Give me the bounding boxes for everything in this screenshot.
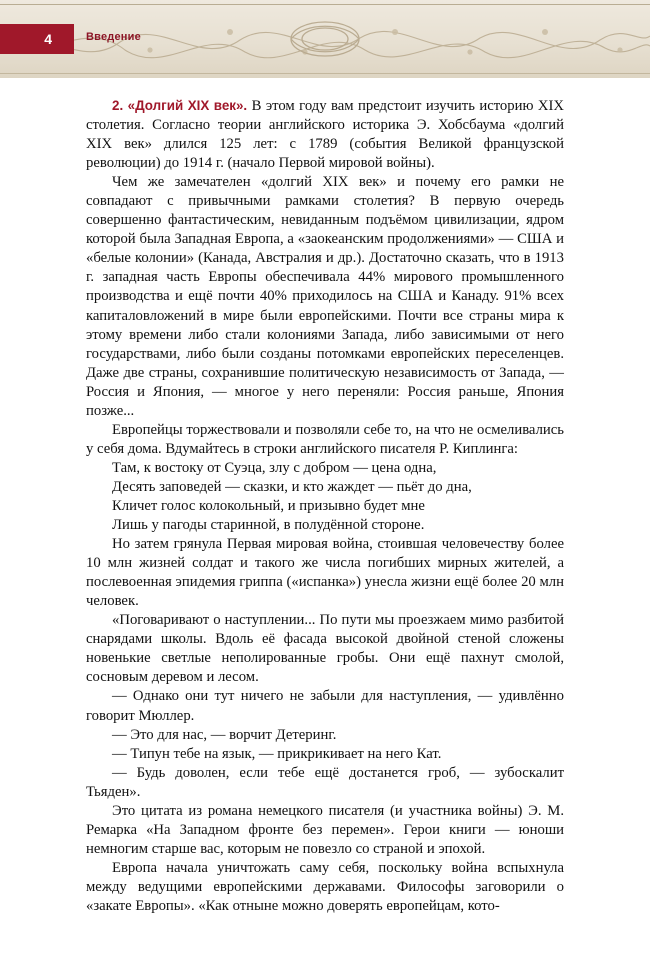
page-number: 4 <box>44 31 52 47</box>
paragraph: — Это для нас, — ворчит Детеринг. <box>112 726 337 743</box>
running-head: Введение <box>86 31 141 43</box>
paragraph: «Поговаривают о наступлении... По пути мы проезжаем мимо разбитой снарядами школы. Вдоль её фасада высокой двойной стеной сложены новенькие светлые неполированные гробы. Они ещё пахнут смолой, сосновым деревом и лесом. <box>86 612 564 686</box>
paragraph: — Будь доволен, если тебе ещё достанется гроб, — зубоскалит Тьяден». <box>86 764 564 800</box>
verse-line: Десять заповедей — сказки, и кто жаждет — пьёт до дна, <box>112 478 472 495</box>
paragraph: Но затем грянула Первая мировая война, стоившая человечеству более 10 млн жизней солдат и такого же числа погибших мирных жителей, а послевоенная эпидемия гриппа («испанка») унесла жизни ещё более 20 млн человек. <box>86 536 564 610</box>
paragraph: — Однако они тут ничего не забыли для наступления, — удивлённо говорит Мюллер. <box>86 688 564 724</box>
paragraph-text: В этом году вам предстоит изучить историю XIX столетия. Согласно теории английского историка Э. Хобсбаума «долгий XIX век» длился 125 лет: с 1789 (события Великой французской революции) до 1914 г. (начало Первой мировой войны). <box>86 98 565 172</box>
header-rule-bottom <box>0 73 650 74</box>
page-number-tab <box>0 24 74 54</box>
paragraph: Европейцы торжествовали и позволяли себе то, на что не осмеливались у себя дома. Вдумайтесь в строки английского писателя Р. Киплинга: <box>86 421 564 457</box>
header-rule-top <box>0 4 650 5</box>
paragraph: Чем же замечателен «долгий XIX век» и почему его рамки не совпадают с привычными рамками столетия? В первую очередь совершенно фантастическим, невиданным подъёмом цивилизации, ядром которой была Западная Европа, а «заокеанским продолжениями» — США и «белые колонии» (Канада, Австралия и др.). Достаточно сказать, что в 1913 г. западная часть Европы обеспечивала 44% мирового промышленного производства и ещё почти 40% приходилось на США и Канаду. 91% всех капиталовложений в мире были европейскими. Почти все страны мира к этому времени либо стали колониями Запада, либо зависимыми от него государствами, либо были созданы потомками европейских переселенцев. Даже две страны, сохранившие политическую независимость от Запада, — Россия и Япония, — многое у него переняли: Россия раньше, Япония позже... <box>86 174 564 419</box>
body-text-column <box>86 96 564 916</box>
verse-line: Там, к востоку от Суэца, злу с добром — цена одна, <box>112 459 437 476</box>
verse-line: Кличет голос колокольный, и призывно будет мне <box>112 497 425 514</box>
paragraph: Европа начала уничтожать саму себя, поскольку война вспыхнула между ведущими европейскими державами. Философы заговорили о «закате Европы». «Как отныне можно доверять европейцам, кото- <box>86 859 564 914</box>
paragraph: — Типун тебе на язык, — прикрикивает на него Кат. <box>112 745 442 762</box>
paragraph: Это цитата из романа немецкого писателя (и участника войны) Э. М. Ремарка «На Западном фронте без перемен». Герои книги — юноши немногим старше вас, которым не повезло со страной и эпохой. <box>86 802 564 857</box>
verse-line: Лишь у пагоды старинной, в полудённой стороне. <box>112 517 425 534</box>
section-heading-inline: 2. «Долгий XIX век». <box>112 98 248 113</box>
paragraph-intro <box>86 96 564 173</box>
verse-block <box>86 459 564 535</box>
